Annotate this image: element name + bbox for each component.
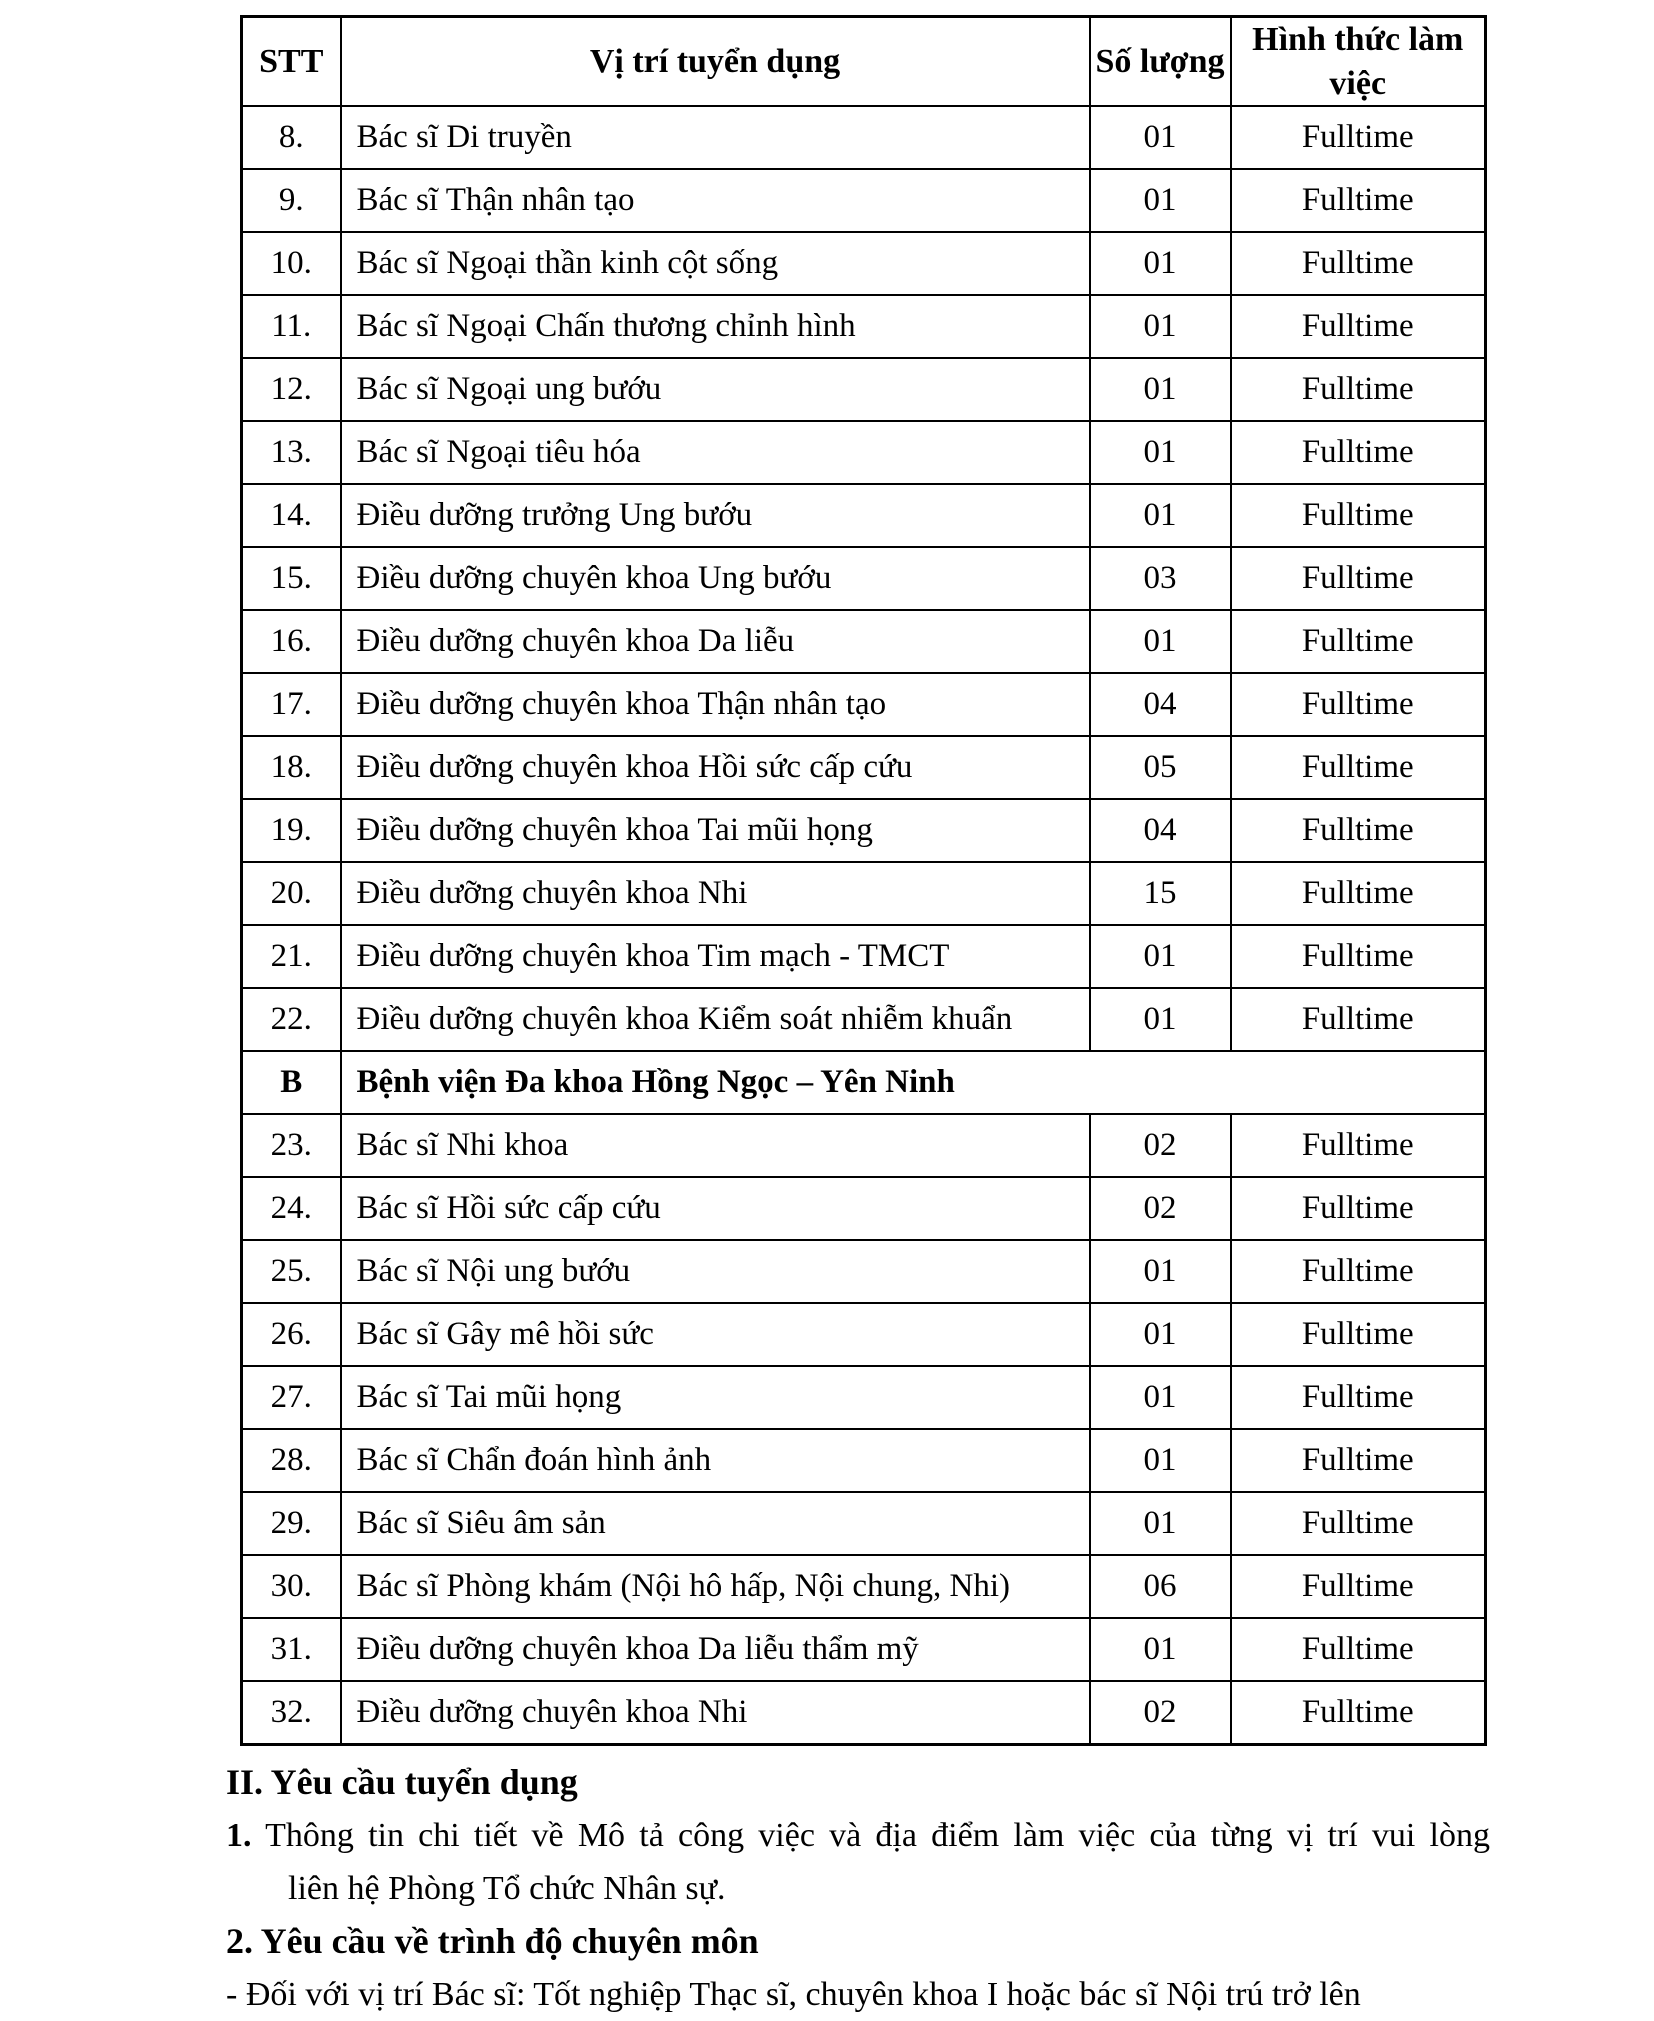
cell-position: Điều dưỡng chuyên khoa Da liễu	[341, 610, 1090, 673]
cell-work-type: Fulltime	[1231, 1240, 1486, 1303]
cell-work-type: Fulltime	[1231, 1114, 1486, 1177]
cell-quantity: 01	[1090, 1303, 1231, 1366]
cell-work-type: Fulltime	[1231, 295, 1486, 358]
cell-position: Điều dưỡng chuyên khoa Nhi	[341, 862, 1090, 925]
cell-position: Điều dưỡng chuyên khoa Kiểm soát nhiễm khuẩn	[341, 988, 1090, 1051]
col-header-position: Vị trí tuyển dụng	[341, 17, 1090, 107]
cell-position: Bác sĩ Hồi sức cấp cứu	[341, 1177, 1090, 1240]
cell-position: Bác sĩ Tai mũi họng	[341, 1366, 1090, 1429]
cell-quantity: 05	[1090, 736, 1231, 799]
table-row	[242, 862, 1486, 925]
table-body	[242, 106, 1486, 1745]
cell-stt: 9.	[242, 169, 341, 232]
cell-work-type: Fulltime	[1231, 673, 1486, 736]
cell-work-type: Fulltime	[1231, 106, 1486, 169]
cell-position: Điều dưỡng chuyên khoa Nhi	[341, 1681, 1090, 1745]
cell-work-type: Fulltime	[1231, 736, 1486, 799]
table-row	[242, 1366, 1486, 1429]
table-row	[242, 925, 1486, 988]
cell-work-type: Fulltime	[1231, 862, 1486, 925]
table-row	[242, 1303, 1486, 1366]
cell-work-type: Fulltime	[1231, 232, 1486, 295]
cell-position: Điều dưỡng chuyên khoa Da liễu thẩm mỹ	[341, 1618, 1090, 1681]
table-row	[242, 1492, 1486, 1555]
cell-position: Bác sĩ Ngoại ung bướu	[341, 358, 1090, 421]
table-row	[242, 1240, 1486, 1303]
table-row	[242, 295, 1486, 358]
cell-position: Bác sĩ Ngoại thần kinh cột sống	[341, 232, 1090, 295]
cell-quantity: 15	[1090, 862, 1231, 925]
cell-quantity: 01	[1090, 295, 1231, 358]
cell-quantity: 01	[1090, 484, 1231, 547]
cell-stt: B	[242, 1051, 341, 1114]
cell-work-type: Fulltime	[1231, 1366, 1486, 1429]
requirement-item-1-continued: liên hệ Phòng Tổ chức Nhân sự.	[288, 1870, 726, 1907]
cell-quantity: 01	[1090, 988, 1231, 1051]
cell-position: Điều dưỡng chuyên khoa Tim mạch - TMCT	[341, 925, 1090, 988]
cell-position: Bác sĩ Phòng khám (Nội hô hấp, Nội chung, Nhi)	[341, 1555, 1090, 1618]
cell-stt: 8.	[242, 106, 341, 169]
table-row	[242, 988, 1486, 1051]
cell-position: Điều dưỡng chuyên khoa Ung bướu	[341, 547, 1090, 610]
cell-stt: 14.	[242, 484, 341, 547]
cell-stt: 21.	[242, 925, 341, 988]
cell-work-type: Fulltime	[1231, 169, 1486, 232]
item-1-text: Thông tin chi tiết về Mô tả công việc và địa điểm làm việc của từng vị trí vui lòng	[265, 1817, 1490, 1854]
cell-quantity: 01	[1090, 1366, 1231, 1429]
table-row	[242, 1618, 1486, 1681]
cell-position: Bác sĩ Di truyền	[341, 106, 1090, 169]
cell-quantity: 01	[1090, 1429, 1231, 1492]
cell-position: Điều dưỡng trưởng Ung bướu	[341, 484, 1090, 547]
cell-stt: 25.	[242, 1240, 341, 1303]
cell-position: Bác sĩ Ngoại Chấn thương chỉnh hình	[341, 295, 1090, 358]
cell-stt: 29.	[242, 1492, 341, 1555]
cell-stt: 13.	[242, 421, 341, 484]
cell-position: Bác sĩ Chẩn đoán hình ảnh	[341, 1429, 1090, 1492]
cell-position: Bác sĩ Siêu âm sản	[341, 1492, 1090, 1555]
section-heading: II. Yêu cầu tuyển dụng	[226, 1762, 578, 1802]
cell-quantity: 02	[1090, 1681, 1231, 1745]
col-header-quantity: Số lượng	[1090, 17, 1231, 107]
cell-quantity: 01	[1090, 610, 1231, 673]
cell-stt: 15.	[242, 547, 341, 610]
cell-quantity: 01	[1090, 1240, 1231, 1303]
table-row	[242, 232, 1486, 295]
item-1-number: 1.	[226, 1817, 252, 1854]
cell-work-type: Fulltime	[1231, 484, 1486, 547]
cell-work-type: Fulltime	[1231, 1177, 1486, 1240]
cell-work-type: Fulltime	[1231, 1492, 1486, 1555]
table-row	[242, 799, 1486, 862]
header-row	[242, 17, 1486, 107]
cell-quantity: 01	[1090, 358, 1231, 421]
cell-stt: 31.	[242, 1618, 341, 1681]
cell-stt: 16.	[242, 610, 341, 673]
table-row	[242, 1114, 1486, 1177]
recruitment-table	[240, 15, 1487, 1746]
cell-stt: 17.	[242, 673, 341, 736]
cell-stt: 19.	[242, 799, 341, 862]
cell-stt: 23.	[242, 1114, 341, 1177]
cell-hospital-name: Bệnh viện Đa khoa Hồng Ngọc – Yên Ninh	[341, 1051, 1486, 1114]
table-row	[242, 169, 1486, 232]
cell-quantity: 01	[1090, 106, 1231, 169]
table-row	[242, 106, 1486, 169]
cell-position: Bác sĩ Nội ung bướu	[341, 1240, 1090, 1303]
cell-work-type: Fulltime	[1231, 421, 1486, 484]
col-header-stt: STT	[242, 17, 341, 107]
cell-stt: 12.	[242, 358, 341, 421]
cell-stt: 27.	[242, 1366, 341, 1429]
table-row	[242, 736, 1486, 799]
cell-work-type: Fulltime	[1231, 1555, 1486, 1618]
table-row	[242, 421, 1486, 484]
cell-quantity: 02	[1090, 1177, 1231, 1240]
cell-work-type: Fulltime	[1231, 925, 1486, 988]
table-row	[242, 1681, 1486, 1745]
cell-work-type: Fulltime	[1231, 799, 1486, 862]
cell-stt: 22.	[242, 988, 341, 1051]
cell-stt: 10.	[242, 232, 341, 295]
cell-position: Điều dưỡng chuyên khoa Thận nhân tạo	[341, 673, 1090, 736]
cell-stt: 32.	[242, 1681, 341, 1745]
cell-quantity: 01	[1090, 925, 1231, 988]
table-row	[242, 610, 1486, 673]
cell-position: Bác sĩ Nhi khoa	[341, 1114, 1090, 1177]
cell-quantity: 03	[1090, 547, 1231, 610]
table-row	[242, 484, 1486, 547]
table-row	[242, 1429, 1486, 1492]
cell-stt: 28.	[242, 1429, 341, 1492]
table-row	[242, 1555, 1486, 1618]
cell-stt: 11.	[242, 295, 341, 358]
cell-position: Điều dưỡng chuyên khoa Hồi sức cấp cứu	[341, 736, 1090, 799]
cell-stt: 26.	[242, 1303, 341, 1366]
cell-work-type: Fulltime	[1231, 547, 1486, 610]
cell-work-type: Fulltime	[1231, 358, 1486, 421]
cell-work-type: Fulltime	[1231, 1429, 1486, 1492]
requirement-item-2-heading: 2. Yêu cầu về trình độ chuyên môn	[226, 1921, 759, 1961]
cell-quantity: 01	[1090, 232, 1231, 295]
table-row	[242, 547, 1486, 610]
cell-quantity: 01	[1090, 421, 1231, 484]
requirements-section	[226, 1756, 1490, 2021]
cell-position: Bác sĩ Gây mê hồi sức	[341, 1303, 1090, 1366]
table-row	[242, 1177, 1486, 1240]
doctor-qualification-note: - Đối với vị trí Bác sĩ: Tốt nghiệp Thạc sĩ, chuyên khoa I hoặc bác sĩ Nội trú trở lên	[226, 1976, 1361, 2013]
cell-position: Bác sĩ Thận nhân tạo	[341, 169, 1090, 232]
cell-quantity: 04	[1090, 673, 1231, 736]
cell-stt: 24.	[242, 1177, 341, 1240]
hospital-section-row	[242, 1051, 1486, 1114]
cell-stt: 30.	[242, 1555, 341, 1618]
cell-work-type: Fulltime	[1231, 1618, 1486, 1681]
cell-quantity: 01	[1090, 1492, 1231, 1555]
col-header-work-type: Hình thức làm việc	[1231, 17, 1486, 107]
cell-stt: 18.	[242, 736, 341, 799]
cell-work-type: Fulltime	[1231, 1303, 1486, 1366]
cell-quantity: 01	[1090, 169, 1231, 232]
cell-position: Điều dưỡng chuyên khoa Tai mũi họng	[341, 799, 1090, 862]
table-header	[242, 17, 1486, 107]
cell-work-type: Fulltime	[1231, 1681, 1486, 1745]
cell-position: Bác sĩ Ngoại tiêu hóa	[341, 421, 1090, 484]
requirement-item-1	[226, 1809, 1490, 1862]
cell-quantity: 01	[1090, 1618, 1231, 1681]
table-row	[242, 673, 1486, 736]
table-row	[242, 358, 1486, 421]
cell-stt: 20.	[242, 862, 341, 925]
cell-quantity: 02	[1090, 1114, 1231, 1177]
cell-quantity: 06	[1090, 1555, 1231, 1618]
cell-work-type: Fulltime	[1231, 610, 1486, 673]
cell-quantity: 04	[1090, 799, 1231, 862]
cell-work-type: Fulltime	[1231, 988, 1486, 1051]
